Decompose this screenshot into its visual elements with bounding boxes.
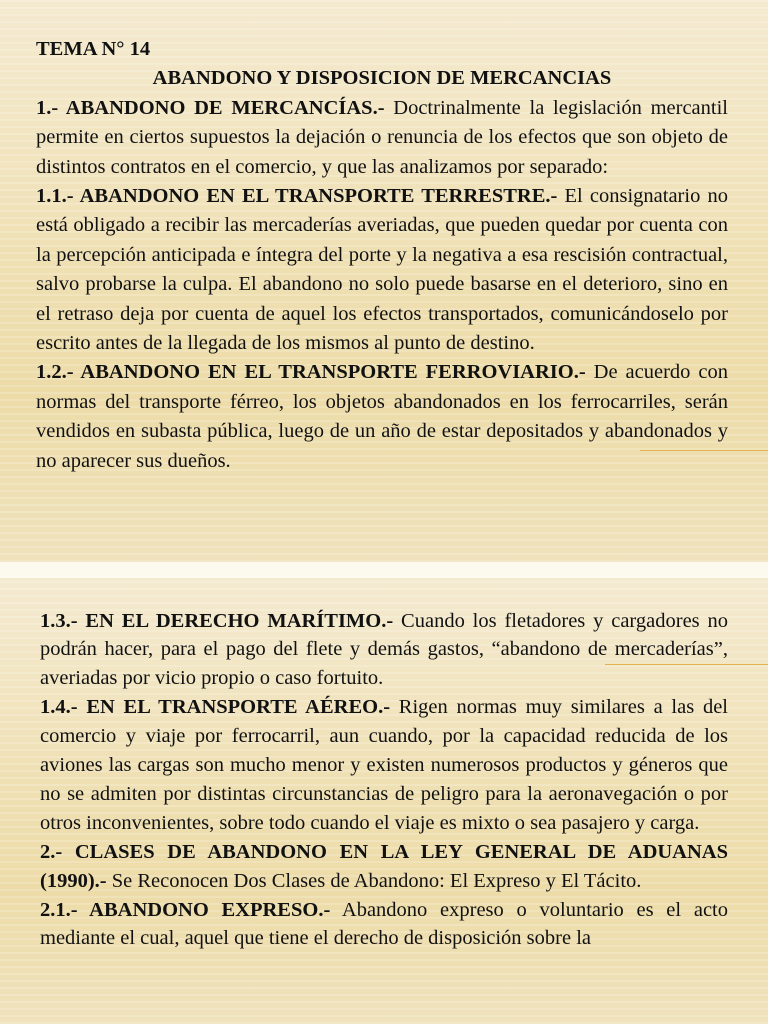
section-heading: 1.2.- ABANDONO EN EL TRANSPORTE FERROVIARIO.- xyxy=(36,361,586,384)
section-body: Doctrinalmente la legislación mercantil permite en ciertos supuestos la dejación o renuncia de los efectos que son objeto de distintos contratos en el comercio, y que las analizamos por separado: xyxy=(36,96,728,178)
topic-number: TEMA N° 14 xyxy=(36,38,151,60)
section-heading: 1.4.- EN EL TRANSPORTE AÉREO.- xyxy=(40,696,391,719)
section-heading: 2.- CLASES DE ABANDONO EN LA LEY GENERAL DE ADUANAS (1990).- xyxy=(40,840,728,892)
section-heading: 1.3.- EN EL DERECHO MARÍTIMO.- xyxy=(40,609,394,632)
section-1 xyxy=(36,94,728,182)
slide-separator xyxy=(0,562,768,578)
section-heading: 1.1.- ABANDONO EN EL TRANSPORTE TERRESTRE.- xyxy=(36,185,558,208)
section-body: Se Reconocen Dos Clases de Abandono: El Expreso y El Tácito. xyxy=(106,869,642,892)
slide-1-content xyxy=(36,35,728,476)
section-heading: 2.1.- ABANDONO EXPRESO.- xyxy=(40,898,331,921)
slide-2 xyxy=(0,578,768,1024)
section-body: Abandono expreso o voluntario es el acto mediante el cual, aquel que tiene el derecho de disposición sobre la xyxy=(40,898,728,950)
section-2-1 xyxy=(40,896,728,954)
section-body: El consignatario no está obligado a recibir las mercaderías averiadas, que pueden quedar por cuenta con la percepción anticipada e íntegra del porte y la negativa a esa rescisión contractual, salvo probarse la culpa. El abandono no solo puede basarse en el deterioro, sino en el retraso deja por cuenta de aquel los efectos transportados, comunicándoselo por escrito antes de la llegada de los mismos al punto de destino. xyxy=(36,185,728,355)
section-1-1 xyxy=(36,182,728,358)
section-1-4 xyxy=(40,693,728,838)
document-title: ABANDONO Y DISPOSICION DE MERCANCIAS xyxy=(152,67,612,90)
section-1-3 xyxy=(40,607,728,694)
section-body: De acuerdo con normas del transporte férreo, los objetos abandonados en los ferrocarriles, serán vendidos en subasta pública, luego de un año de estar depositados y abandonados y no aparecer sus dueños. xyxy=(36,361,728,472)
slide-2-content xyxy=(40,607,728,954)
section-heading: 1.- ABANDONO DE MERCANCÍAS.- xyxy=(36,96,385,119)
section-2 xyxy=(40,838,728,896)
section-1-2 xyxy=(36,358,728,476)
section-body: Cuando los fletadores y cargadores no podrán hacer, para el pago del flete y demás gastos, “abandono de mercaderías”, averiadas por vicio propio o caso fortuito. xyxy=(40,609,728,690)
section-body: Rigen normas muy similares a las del comercio y viaje por ferrocarril, aun cuando, por la capacidad reducida de los aviones las cargas son mucho menor y existen numerosos productos y géneros que no se admiten por distintas circunstancias de peligro para la aeronavegación o por otros inconvenientes, sobre todo cuando el viaje es mixto o sea pasajero y carga. xyxy=(40,696,728,834)
